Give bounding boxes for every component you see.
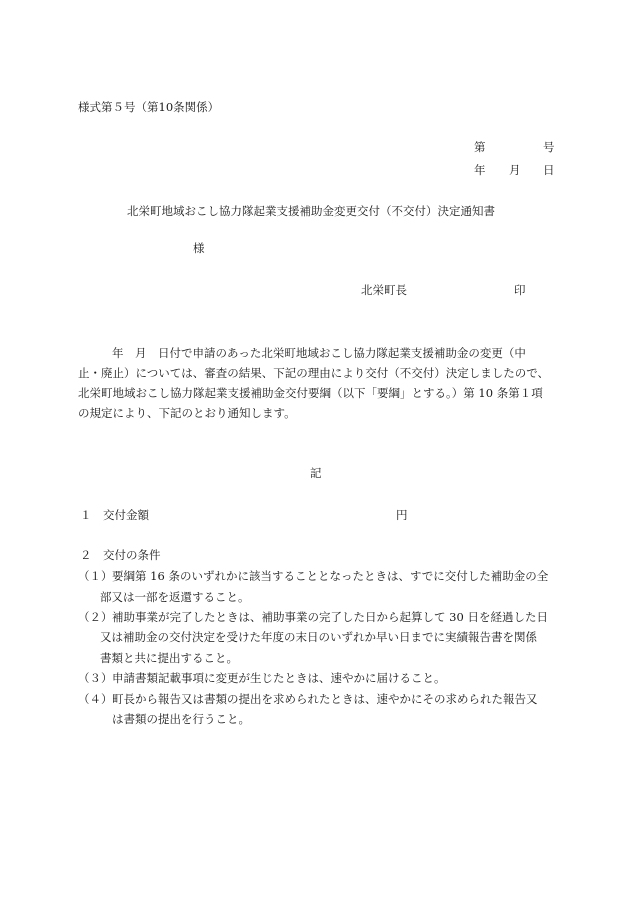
addressee-suffix: 様 [193,241,205,255]
item2-label: ２ 交付の条件 [80,548,161,562]
date-year: 年 [474,163,486,177]
body-line: 止・廃止）については、審査の結果、下記の理由により交付（不交付）決定しましたので、 [78,366,550,380]
condition-number: （１） [78,569,113,583]
condition-line: 書類と共に提出すること。 [100,651,238,665]
date-day: 日 [543,163,555,177]
condition-line: は書類の提出を行うこと。 [112,712,250,726]
condition-line: 又は補助金の交付決定を受けた年度の末日のいずれか早い日までに実績報告書を関係 [100,630,537,644]
seal-mark: 印 [514,283,526,297]
item1-label: １ 交付金額 [80,508,149,522]
condition-line: 補助事業が完了したときは、補助事業の完了した日から起算して 30 日を経過した日 [112,610,548,624]
condition-number: （３） [78,671,113,685]
document-title: 北栄町地域おこし協力隊起業支援補助金変更交付（不交付）決定通知書 [127,204,495,218]
form-number: 様式第５号（第10条関係） [78,100,220,114]
condition-number: （２） [78,610,113,624]
doc-number-suffix: 号 [543,140,555,154]
condition-line: 町長から報告又は書類の提出を求められたときは、速やかにその求められた報告又 [112,692,538,706]
body-line: の規定により、下記のとおり通知します。 [78,406,296,420]
condition-line: 要綱第 16 条のいずれかに該当することとなったときは、すでに交付した補助金の全 [112,569,549,583]
body-line: 北栄町地域おこし協力隊起業支援補助金交付要綱（以下「要綱」とする。）第 10 条第１項 [78,386,543,400]
condition-line: 部又は一部を返還すること。 [100,590,250,604]
condition-number: （４） [78,692,113,706]
body-line: 年 月 日付で申請のあった北栄町地域おこし協力隊起業支援補助金の変更（中 [112,346,526,360]
condition-line: 申請書類記載事項に変更が生じたときは、速やかに届けること。 [112,671,446,685]
ki-heading: 記 [310,466,322,480]
issuer-name: 北栄町長 [361,283,407,297]
date-month: 月 [509,163,521,177]
doc-number-prefix: 第 [474,140,486,154]
item1-unit: 円 [396,508,408,522]
